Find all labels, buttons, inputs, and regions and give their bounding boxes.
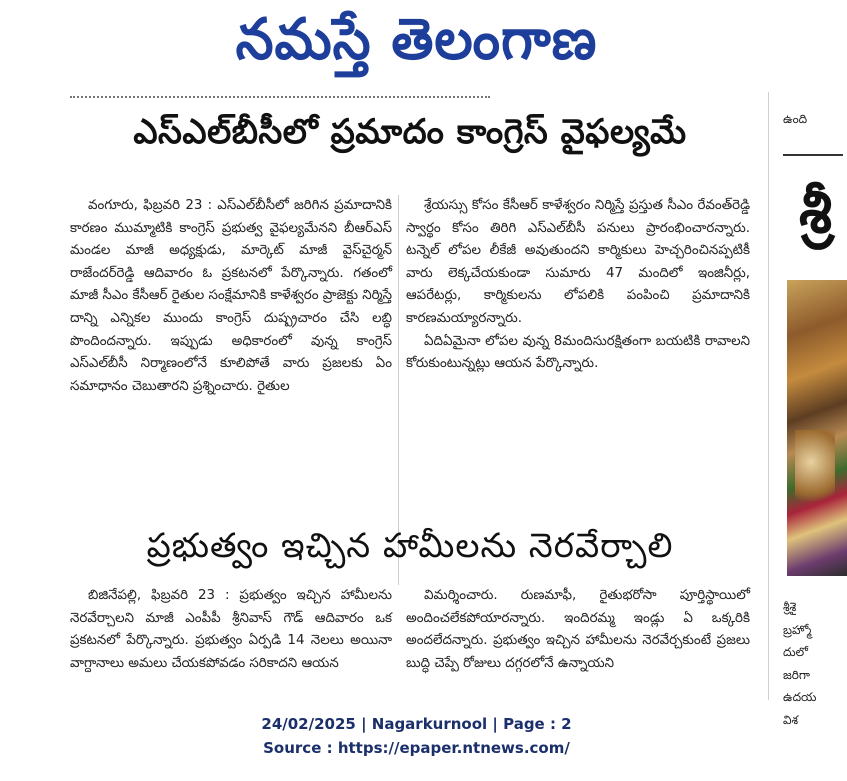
side-line: బ్రహ్మో	[783, 622, 812, 637]
article2-right-paragraph: విమర్శించారు. రుణమాఫీ, రైతుభరోసా పూర్తిస్థాయిలో అందించలేకపోయారన్నారు. ఇందిరమ్మ ఇండ్లు ఏ ఒక్కరికి అందలేదన్నారు. ప్రభుత్వం ఇచ్చిన హామీలను నెరవేర్చకుంటే ప్రజలు బుద్ధి చెప్పే రోజులు దగ్గరలోనే ఉన్నాయని	[406, 588, 750, 671]
article1-column-right	[406, 195, 750, 376]
article1-headline: ఎస్‌ఎల్‌బీసీలో ప్రమాదం కాంగ్రెస్ వైఫల్యమే	[133, 112, 687, 152]
masthead-title: నమస్తే తెలంగాణ	[235, 5, 598, 72]
side-top-text: ఉంది	[783, 112, 808, 126]
side-line: శ్రీశై	[783, 600, 797, 614]
side-headline-glyph: శ్రీ	[799, 177, 832, 247]
newspaper-masthead	[0, 0, 833, 92]
side-line: జరిగా	[783, 667, 810, 682]
adjacent-column-cropped	[768, 92, 833, 727]
side-rule	[783, 154, 843, 156]
top-cut-line	[70, 96, 490, 102]
page-footer	[0, 712, 833, 760]
side-line: ఉదయ	[783, 690, 817, 705]
article1-right-paragraph-1: శ్రేయస్సు కోసం కేసీఆర్ కాళేశ్వరం నిర్మిస్తే ప్రస్తుత సీఎం రేవంత్‌రెడ్డి స్వార్థం కోసం తిరిగి ఎస్‌ఎల్‌బీసీ పనులు ప్రారంభించారన్నారు. టన్నెల్ లోపల లీకేజీ అవుతుందని కార్మికులు హెచ్చరించినప్పటికీ వారు లెక్కచేయకుండా సుమారు 47 మందిలో ఇంజినీర్లు, ఆపరేటర్లు, కార్మికులను లోపలికి పంపించి ప్రమాదానికి కారణమయ్యారన్నారు.	[406, 198, 750, 326]
article1-right-paragraph-2: ఏదిఏమైనా లోపల వున్న 8మందిసురక్షితంగా బయటికి రావాలని కోరుకుంటున్నట్లు ఆయన పేర్కొన్నారు.	[406, 333, 750, 372]
article1-left-paragraph: వంగూరు, ఫిబ్రవరి 23 : ఎస్ఎల్‌బీసీలో జరిగిన ప్రమాదానికి కారణం ముమ్మాటికి కాంగ్రెస్ ప్రభుత్వ వైఫల్యమేనని బీఆర్‌ఎస్ మండల మాజీ అధ్యక్షుడు, మార్కెట్ మాజీ వైస్‌చైర్మన్ రాజేందర్‌రెడ్డి ఆదివారం ఓ ప్రకటనలో పేర్కొన్నారు. గతంలో మాజీ సీఎం కేసీఆర్ రైతుల సంక్షేమానికి కాళేశ్వరం ప్రాజెక్టు నిర్మిస్తే దాన్ని ఎన్నికల ముందు కాంగ్రెస్ దుష్ప్రచారం చేసి లబ్ధి పొందిందన్నారు. ఇప్పుడు అధికారంలో వున్న కాంగ్రెస్ ఎస్‌ఎల్‌బీసీ నిర్మాణంలోనే కూలిపోతే వారు ప్రజలకు ఏం సమాధానం చెబుతారని ప్రశ్నించారు. రైతుల	[70, 198, 392, 394]
side-line: దులో	[783, 645, 808, 660]
article-clipping	[52, 92, 768, 700]
article2-column-right	[406, 585, 750, 675]
article1-column-left	[70, 195, 392, 398]
side-line: విశ	[783, 712, 799, 727]
article2-headline: ప్రభుత్వం ఇచ్చిన హామీలను నెరవేర్చాలి	[146, 526, 674, 566]
bottom-crop-fade	[52, 682, 768, 700]
article2-column-left	[70, 585, 392, 675]
footer-date-edition: 24/02/2025 | Nagarkurnool | Page : 2	[261, 715, 572, 733]
article2-left-paragraph: బిజినేపల్లి, ఫిబ్రవరి 23 : ప్రభుత్వం ఇచ్చిన హామీలను నెరవేర్చాలని మాజీ ఎంపీపీ శ్రీనివాస్ గౌడ్ ఆదివారం ఒక ప్రకటనలో పేర్కొన్నారు. ప్రభుత్వం ఏర్పడి 14 నెలలు అయినా వాగ్దానాలు అమలు చేయకపోవడం సరికాదని ఆయన	[70, 588, 392, 671]
side-photo	[787, 280, 847, 576]
footer-source: Source : https://epaper.ntnews.com/	[263, 739, 570, 757]
